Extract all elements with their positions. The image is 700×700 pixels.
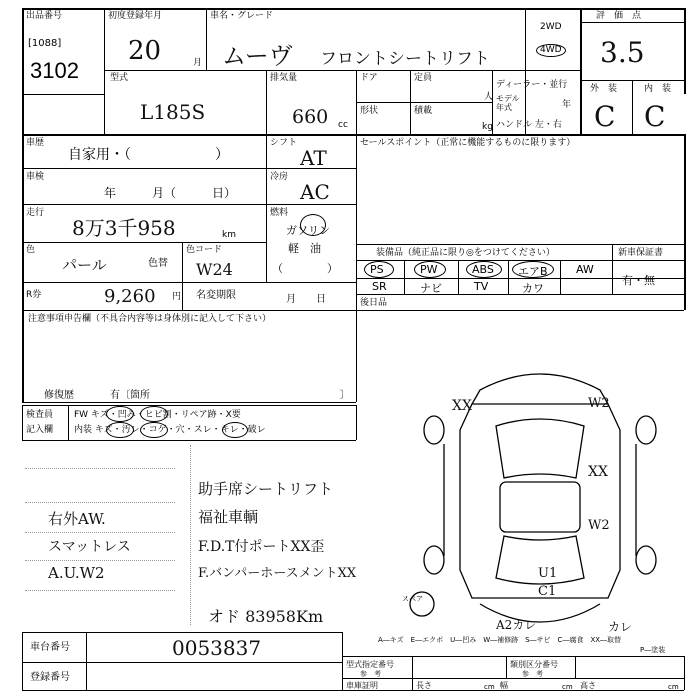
notes-label: 注意事項申告欄（不具合内容等は身体別に記入して下さい）: [28, 314, 272, 324]
chassis-number: 0053837: [172, 636, 262, 660]
equip-airbag: エアB: [518, 265, 548, 278]
length-unit: cm: [484, 683, 495, 691]
load-label: 積載: [414, 106, 433, 116]
inspector-label-1: 検査員: [26, 410, 54, 420]
equip-ps-circle: [364, 261, 394, 278]
int-label: 内 装: [644, 84, 672, 94]
equip-abs-circle: [466, 261, 502, 278]
inspector-fw-line: FW キズ・凹み・ヒビ割・リペア跡・X要: [74, 410, 241, 420]
damage-mark-3: XX: [588, 464, 608, 480]
inspector-mark-3: [106, 422, 134, 438]
inspector-mark-5: [222, 422, 248, 438]
fuel-circle: [300, 214, 326, 236]
fuel-diesel: 軽 油: [288, 242, 321, 255]
type-cert-ref: 参 考: [360, 670, 381, 678]
name-change-label: 名変期限: [196, 290, 236, 301]
note-left-3: A.U.W2: [48, 564, 105, 582]
inspector-label-2: 記入欄: [26, 425, 54, 435]
note-left-1: 右外AW.: [48, 510, 106, 528]
diagram-legend-1: A―キズ E―エクボ U―凹み W―補修跡 S―サビ C―腐食 XX―取替: [378, 636, 622, 644]
color-label: 色: [26, 245, 36, 255]
height-label: 高さ: [580, 681, 596, 690]
km-unit: km: [222, 230, 236, 240]
ext-label: 外 装: [590, 84, 618, 94]
diagram-legend-2: P―塗装: [640, 646, 666, 654]
score-value: 3.5: [600, 36, 645, 69]
ac-value: AC: [300, 180, 330, 204]
inspector-mark-2: [140, 406, 168, 422]
equip-abs: ABS: [472, 263, 494, 276]
equip-navi: ナビ: [420, 282, 442, 295]
capacity-label: 定員: [414, 73, 433, 83]
damage-mark-8: カレ: [608, 620, 633, 634]
equip-tv: TV: [474, 280, 489, 293]
car-name: ムーヴ: [222, 42, 293, 70]
note-odometer: オド 83958Km: [208, 607, 324, 626]
warranty-value: 有・無: [622, 274, 655, 287]
inspector-mark-1: [106, 406, 134, 422]
displacement-value: 660: [292, 106, 329, 128]
damage-mark-6: C1: [538, 584, 557, 599]
damage-mark-2: W2: [588, 396, 610, 411]
model-label: 型式: [110, 73, 129, 83]
selling-point-label: セールスポイント（正常に機能するものに限ります）: [360, 138, 576, 148]
note-right-1: 助手席シートリフト: [198, 480, 334, 498]
equipment-label: 装備品（純正品に限り◎をつけてください）: [376, 248, 555, 258]
displacement-label: 排気量: [270, 73, 298, 83]
spare-label: スペア: [402, 595, 423, 603]
fuel-gasoline: ガソリン: [286, 224, 330, 237]
drive-4wd: 4WD: [536, 44, 566, 57]
equip-pw: PW: [420, 263, 438, 276]
recolor-label: 色替: [148, 258, 168, 269]
note-right-3: F.D.T付ポートXX歪: [198, 539, 325, 555]
height-unit: cm: [668, 683, 679, 691]
score-label: 評 価 点: [596, 11, 642, 21]
damage-mark-7: A2カレ: [496, 618, 537, 632]
fuel-label: 燃料: [270, 208, 289, 218]
year-unit: 年: [562, 100, 572, 110]
dealer-label: ディーラー・並行: [496, 80, 568, 90]
category-ref: 参 考: [522, 670, 543, 678]
model-code: L185S: [140, 100, 206, 124]
first-reg-label: 初度登録年月: [108, 11, 163, 21]
month-unit: 月: [193, 58, 203, 68]
inspection-label: 車検: [26, 172, 45, 182]
name-grade-label: 車名・グレード: [210, 11, 274, 21]
warranty-label: 新車保証書: [618, 248, 664, 258]
lot-small-number: [1088]: [28, 38, 62, 49]
width-label: 幅: [500, 681, 508, 690]
damage-mark-1: XX: [452, 398, 472, 414]
note-left-2: スマットレス: [48, 539, 131, 555]
name-change-value: 月 日: [286, 294, 326, 305]
fuel-paren: （ ）: [272, 262, 338, 275]
color-code-label: 色コード: [186, 245, 223, 255]
ext-grade: C: [594, 100, 616, 133]
equip-ps: PS: [370, 263, 384, 276]
color-value: パール: [62, 256, 107, 274]
car-grade: フロントシートリフト: [320, 49, 490, 69]
shift-value: AT: [300, 146, 327, 170]
repair-label: 修復歴: [44, 390, 74, 401]
width-unit: cm: [562, 683, 573, 691]
kg-unit: kg: [482, 122, 493, 132]
chassis-label: 車台番号: [30, 642, 70, 653]
inspection-value: 年 月（ 日）: [104, 186, 237, 200]
person-unit: 人: [484, 92, 494, 102]
history-label: 車歴: [26, 138, 45, 148]
color-code-value: W24: [196, 260, 233, 279]
mileage-value: 8万3千958: [72, 216, 176, 240]
equip-airbag-circle: [512, 261, 554, 278]
category-label: 類別区分番号: [510, 660, 558, 669]
mileage-label: 走行: [26, 208, 45, 218]
repair-value: 有〔箇所: [110, 390, 150, 401]
garage-cert-label: 車庫証明: [346, 681, 378, 690]
recycle-label: R券: [26, 290, 42, 300]
equip-sr: SR: [372, 280, 387, 293]
reg-number-label: 登録番号: [30, 672, 70, 683]
equip-pw-circle: [414, 261, 446, 278]
damage-mark-4: W2: [588, 518, 610, 533]
lot-label: 出品番号: [26, 11, 63, 21]
door-label: ドア: [360, 73, 378, 83]
yen-unit: 円: [172, 292, 182, 302]
inspector-int-line: 内装 キズ・汚レ・コゲ・穴・スレ・キレ・破レ: [74, 425, 266, 435]
length-label: 長さ: [416, 681, 432, 690]
equip-leather: カワ: [522, 282, 544, 295]
model-year-label: モデル 年式: [496, 94, 520, 112]
drive-2wd: 2WD: [540, 22, 562, 32]
damage-mark-5: U1: [538, 566, 558, 581]
lot-number: 3102: [30, 58, 79, 83]
note-right-2: 福祉車輌: [198, 508, 259, 526]
history-value: 自家用・（ ）: [68, 147, 229, 163]
equip-aw: AW: [576, 263, 594, 276]
inspector-mark-4: [140, 422, 168, 438]
handle-label: ハンドル 左・右: [496, 120, 562, 130]
repair-close: 〕: [340, 390, 350, 401]
type-cert-label: 型式指定番号: [346, 660, 394, 669]
shape-label: 形状: [360, 106, 379, 116]
displacement-unit: cc: [338, 120, 348, 130]
recycle-amount: 9,260: [104, 286, 156, 307]
shift-label: シフト: [270, 138, 298, 148]
int-grade: C: [644, 100, 666, 133]
note-right-4: F.バンパーホースメントXX: [198, 566, 357, 581]
ac-label: 冷房: [270, 172, 289, 182]
first-reg-year: 20: [128, 36, 162, 66]
rear-item-label: 後日品: [360, 298, 388, 308]
